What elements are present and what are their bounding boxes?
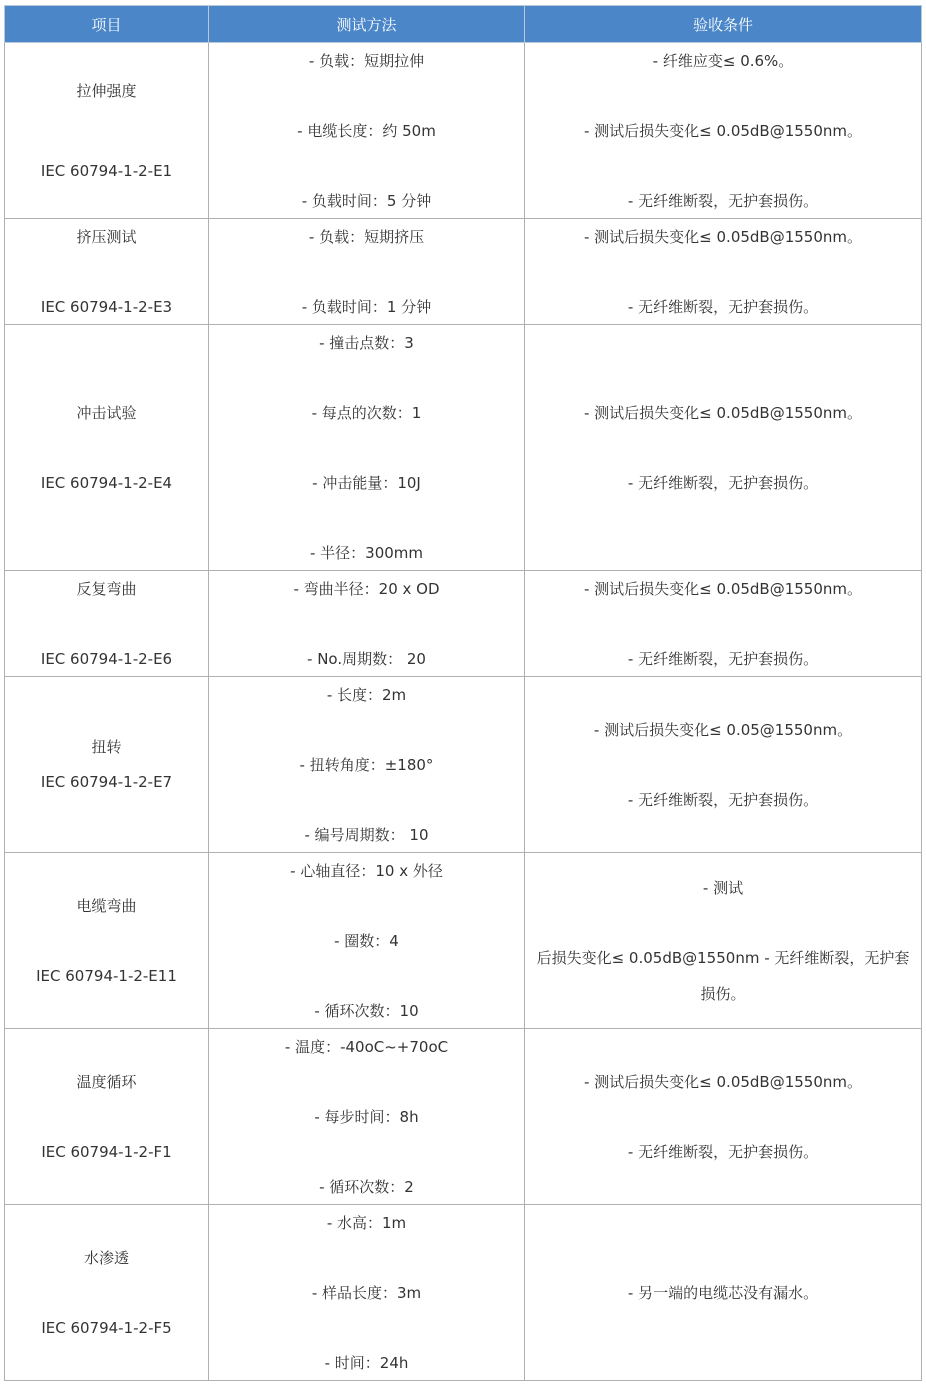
header-test-method: 测试方法 [209, 6, 525, 43]
method-line: - 扭转角度：±180° [299, 755, 434, 774]
item-cell [5, 43, 209, 219]
table-row [5, 325, 922, 571]
method-line: - 每点的次数：1 [311, 403, 422, 422]
acceptance-line: 后损失变化≤ 0.05dB@1550nm - 无纤维断裂，无护套损伤。 [536, 948, 910, 1003]
table-row [5, 571, 922, 677]
method-line: - 心轴直径：10 x 外径 [290, 861, 443, 880]
table-row [5, 677, 922, 853]
acceptance-line: - 测试后损失变化≤ 0.05dB@1550nm。 [583, 579, 863, 598]
acceptance-line: - 纤维应变≤ 0.6%。 [652, 51, 794, 70]
item-standard: IEC 60794-1-2-E3 [40, 297, 173, 316]
method-line: - 弯曲半径：20 x OD [293, 579, 440, 598]
method-line: - 时间：24h [324, 1353, 409, 1372]
item-name: 水渗透 [83, 1248, 129, 1267]
acceptance-line: - 测试后损失变化≤ 0.05@1550nm。 [593, 720, 853, 739]
header-row [5, 6, 922, 43]
method-line: - 温度：-40oC~+70oC [284, 1037, 449, 1056]
method-line: - 负载：短期拉伸 [308, 51, 425, 70]
item-standard: IEC 60794-1-2-E6 [40, 649, 173, 668]
item-standard: IEC 60794-1-2-F5 [41, 1318, 172, 1337]
method-line: - No.周期数： 20 [307, 649, 426, 668]
method-line: - 负载：短期挤压 [308, 227, 425, 246]
acceptance-line: - 测试后损失变化≤ 0.05dB@1550nm。 [583, 403, 863, 422]
method-cell [209, 677, 525, 853]
acceptance-line: - 测试后损失变化≤ 0.05dB@1550nm。 [583, 227, 863, 246]
method-line: - 编号周期数： 10 [304, 825, 429, 844]
item-cell [5, 1029, 209, 1205]
header-acceptance: 验收条件 [525, 6, 922, 43]
method-line: - 半径：300mm [309, 543, 424, 562]
method-line: - 长度：2m [326, 685, 407, 704]
item-name: 冲击试验 [76, 403, 137, 422]
item-cell [5, 677, 209, 853]
item-cell [5, 571, 209, 677]
item-standard: IEC 60794-1-2-E11 [36, 966, 177, 985]
acceptance-cell [525, 1029, 922, 1205]
item-name: 反复弯曲 [76, 579, 137, 598]
table-row [5, 1029, 922, 1205]
method-cell [209, 1205, 525, 1381]
acceptance-cell [525, 677, 922, 853]
acceptance-line: - 无纤维断裂，无护套损伤。 [627, 790, 819, 809]
item-cell [5, 1205, 209, 1381]
table-row [5, 219, 922, 325]
acceptance-line: - 无纤维断裂，无护套损伤。 [627, 1142, 819, 1161]
acceptance-line: - 无纤维断裂，无护套损伤。 [627, 473, 819, 492]
acceptance-cell [525, 43, 922, 219]
acceptance-line: - 测试后损失变化≤ 0.05dB@1550nm。 [583, 121, 863, 140]
method-line: - 撞击点数：3 [319, 333, 414, 352]
method-line: - 每步时间：8h [314, 1107, 419, 1126]
acceptance-line: - 无纤维断裂，无护套损伤。 [627, 649, 819, 668]
acceptance-cell [525, 325, 922, 571]
item-name: 扭转 [91, 738, 122, 756]
item-name: 温度循环 [76, 1072, 137, 1091]
method-line: - 圈数：4 [334, 931, 399, 950]
table-row [5, 1205, 922, 1381]
item-name: 挤压测试 [76, 227, 137, 246]
method-line: - 水高：1m [326, 1213, 407, 1232]
test-specification-table [4, 5, 922, 1381]
table-row [5, 43, 922, 219]
method-line: - 负载时间：1 分钟 [301, 297, 432, 316]
acceptance-cell [525, 1205, 922, 1381]
item-cell [5, 325, 209, 571]
method-cell [209, 1029, 525, 1205]
item-standard: IEC 60794-1-2-F1 [41, 1142, 172, 1161]
acceptance-line: - 无纤维断裂，无护套损伤。 [627, 191, 819, 210]
method-cell [209, 571, 525, 677]
acceptance-line: - 测试 [702, 878, 744, 897]
item-standard: IEC 60794-1-2-E1 [40, 161, 173, 180]
item-standard: IEC 60794-1-2-E4 [40, 473, 173, 492]
method-line: - 冲击能量：10J [312, 473, 421, 492]
method-cell [209, 853, 525, 1029]
method-line: - 样品长度：3m [311, 1283, 422, 1302]
header-item: 项目 [5, 6, 209, 43]
item-cell [5, 853, 209, 1029]
item-standard: IEC 60794-1-2-E7 [40, 773, 173, 791]
acceptance-line: - 无纤维断裂，无护套损伤。 [627, 297, 819, 316]
item-name: 电缆弯曲 [76, 896, 137, 915]
acceptance-cell [525, 219, 922, 325]
method-line: - 循环次数：10 [314, 1001, 419, 1020]
method-cell [209, 219, 525, 325]
method-line: - 循环次数：2 [319, 1177, 414, 1196]
table-row [5, 853, 922, 1029]
method-line: - 电缆长度：约 50m [297, 121, 436, 140]
acceptance-cell [525, 571, 922, 677]
acceptance-line: - 另一端的电缆芯没有漏水。 [627, 1283, 819, 1302]
method-line: - 负载时间：5 分钟 [301, 191, 432, 210]
acceptance-cell [525, 853, 922, 1029]
acceptance-line: - 测试后损失变化≤ 0.05dB@1550nm。 [583, 1072, 863, 1091]
method-cell [209, 325, 525, 571]
item-name: 拉伸强度 [76, 81, 137, 100]
item-cell [5, 219, 209, 325]
method-cell [209, 43, 525, 219]
